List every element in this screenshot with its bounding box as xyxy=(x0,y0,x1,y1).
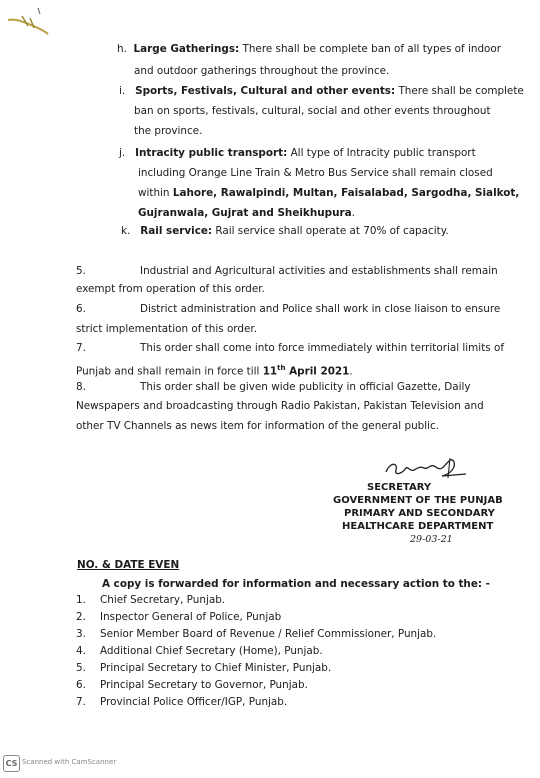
para-7-line-2 xyxy=(76,361,353,378)
list-item xyxy=(76,678,476,692)
item-k-letter: k. xyxy=(121,225,131,237)
para-7-line-1: This order shall come into force immediately within territorial limits of xyxy=(140,342,504,354)
para-5-number: 5. xyxy=(76,265,86,277)
para-8-line-1: This order shall be given wide publicity in official Gazette, Daily xyxy=(140,381,471,393)
recipient-text: Provincial Police Officer/IGP, Punjab. xyxy=(100,696,288,708)
item-j-cities-2: Gujranwala, Gujrat and Sheikhupura xyxy=(138,207,352,219)
recipient-number: 5. xyxy=(76,662,86,674)
para-6-line-1: District administration and Police shall work in close liaison to ensure xyxy=(140,303,501,315)
para-7-number: 7. xyxy=(76,342,86,354)
para-7-date-month-year: April 2021 xyxy=(285,365,350,378)
recipient-text: Inspector General of Police, Punjab xyxy=(100,611,282,623)
list-item xyxy=(76,661,476,675)
item-k-line-1 xyxy=(121,224,449,238)
forward-statement: A copy is forwarded for information and necessary action to the: - xyxy=(102,578,490,590)
item-i-title: Sports, Festivals, Cultural and other events: xyxy=(135,85,396,97)
recipient-number: 6. xyxy=(76,679,86,691)
item-j-line-3 xyxy=(138,186,519,200)
recipient-text: Principal Secretary to Chief Minister, Punjab. xyxy=(100,662,332,674)
list-item xyxy=(76,644,476,658)
item-j-letter: j. xyxy=(119,147,126,159)
list-item xyxy=(76,695,476,709)
item-i-text-3: the province. xyxy=(134,125,203,137)
para-7-date-suffix: th xyxy=(277,364,286,372)
list-item xyxy=(76,610,476,624)
item-j-line-4 xyxy=(138,206,355,220)
item-h-letter: h. xyxy=(117,43,127,55)
item-j-text-2: including Orange Line Train & Metro Bus Service shall remain closed xyxy=(138,167,493,179)
signature-date: 29-03-21 xyxy=(410,534,453,545)
item-h-line-1 xyxy=(117,42,501,56)
signatory-org-line-3: HEALTHCARE DEPARTMENT xyxy=(342,521,494,532)
item-k-text-1: Rail service shall operate at 70% of capacity. xyxy=(212,225,449,237)
para-7-date-day: 11 xyxy=(262,365,278,378)
list-item xyxy=(76,627,476,641)
corner-ink-mark xyxy=(4,6,50,36)
item-j-text-1: All type of Intracity public transport xyxy=(287,147,476,159)
item-i-text-1: There shall be complete xyxy=(395,85,524,97)
camscanner-logo-icon: CS xyxy=(3,755,20,772)
handwritten-signature xyxy=(380,454,470,482)
item-i-text-2: ban on sports, festivals, cultural, social and other events throughout xyxy=(134,105,491,117)
signatory-org-line-1: GOVERNMENT OF THE PUNJAB xyxy=(333,495,503,506)
para-7-line-2-end: . xyxy=(349,365,353,378)
item-h-text-2: and outdoor gatherings throughout the province. xyxy=(134,65,390,77)
para-8-line-3: other TV Channels as news item for information of the general public. xyxy=(76,420,440,432)
para-6-number: 6. xyxy=(76,303,86,315)
para-5-line-2: exempt from operation of this order. xyxy=(76,283,265,295)
item-i-letter: i. xyxy=(119,85,126,97)
recipient-number: 3. xyxy=(76,628,86,640)
recipient-text: Principal Secretary to Governor, Punjab. xyxy=(100,679,308,691)
recipient-number: 7. xyxy=(76,696,86,708)
camscanner-watermark: Scanned with CamScanner xyxy=(22,758,117,766)
item-k-title: Rail service: xyxy=(140,225,213,237)
para-8-number: 8. xyxy=(76,381,86,393)
item-h-text-1: There shall be complete ban of all types of indoor xyxy=(239,43,502,55)
signatory-org-line-2: PRIMARY AND SECONDARY xyxy=(344,508,495,519)
item-h-title: Large Gatherings: xyxy=(133,43,240,55)
recipient-number: 4. xyxy=(76,645,86,657)
signatory-title: SECRETARY xyxy=(367,482,432,493)
item-j-text-3: within xyxy=(138,187,173,199)
item-j-line-1 xyxy=(119,146,476,160)
item-j-text-4: . xyxy=(351,207,355,219)
item-i-line-1 xyxy=(119,84,524,98)
list-item xyxy=(76,593,476,607)
recipient-number: 2. xyxy=(76,611,86,623)
no-date-even-heading: NO. & DATE EVEN xyxy=(77,559,180,571)
para-8-line-2: Newspapers and broadcasting through Radio Pakistan, Pakistan Television and xyxy=(76,400,484,412)
recipient-text: Additional Chief Secretary (Home), Punjab. xyxy=(100,645,323,657)
recipient-text: Chief Secretary, Punjab. xyxy=(100,594,226,606)
recipient-text: Senior Member Board of Revenue / Relief Commissioner, Punjab. xyxy=(100,628,437,640)
para-7-line-2-text: Punjab and shall remain in force till xyxy=(76,365,263,378)
item-j-cities-1: Lahore, Rawalpindi, Multan, Faisalabad, Sargodha, Sialkot, xyxy=(172,187,520,199)
para-6-line-2: strict implementation of this order. xyxy=(76,323,258,335)
para-5-line-1: Industrial and Agricultural activities and establishments shall remain xyxy=(140,265,498,277)
item-j-title: Intracity public transport: xyxy=(135,147,288,159)
recipient-number: 1. xyxy=(76,594,86,606)
